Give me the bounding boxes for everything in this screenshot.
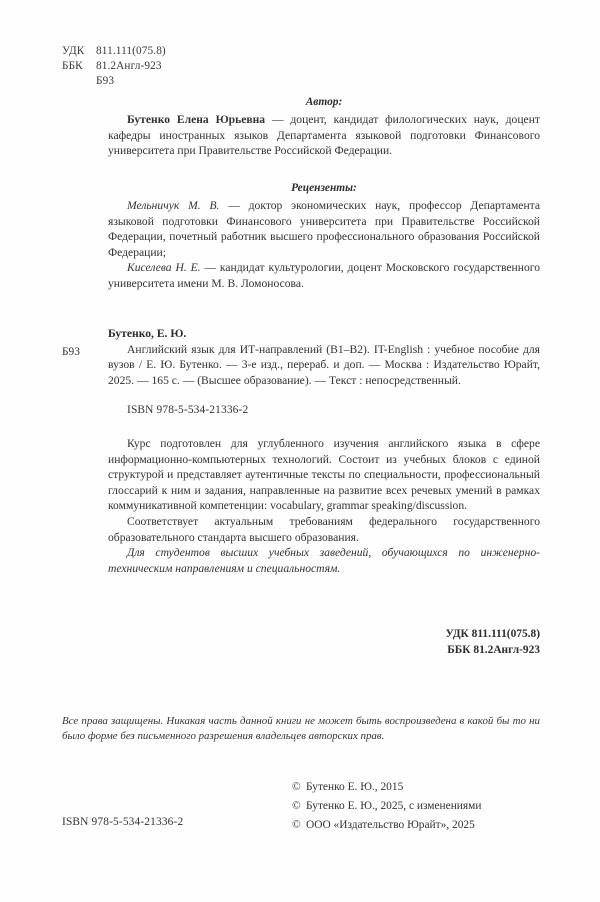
reviewers-section (108, 182, 540, 292)
bbk-label: ББК (62, 60, 83, 73)
reviewer-description: — доктор экономических наук, профессор Департамента языковой подготовки Финансового университета при Правительстве Российской Федерации, почетный работник высшего профессионального образования Российской Федерации; (108, 199, 541, 259)
annotation-paragraph: Курс подготовлен для углубленного изучения английского языка в сфере информационно-компьютерных технологий. Состоит из учебных блоков с единой структурой и представляет аутентичные тексты по специальности, профессиональный глоссарий к ним и задания, направленные на развитие всех речевых умений в рамках коммуникативной компетенции: vocabulary, grammar speaking/discussion. (108, 437, 540, 513)
record-citation: Английский язык для ИТ-направлений (B1–B2). IT-English : учебное пособие для вузов / Е. Ю. Бутенко. — 3-е изд., перераб. и доп. — Москва : Издательство Юрайт, 2025. — 165 с. — (Высшее образование). — Текст : непосредственный. (108, 342, 540, 387)
footer-isbn: ISBN 978-5-534-21336-2 (62, 816, 184, 828)
copyright-text: Бутенко Е. Ю., 2015 (306, 781, 404, 793)
copyright-icon: © (292, 800, 301, 812)
bbk-value: 81.2Англ-923 (96, 60, 162, 73)
reviewer-entry (108, 198, 540, 260)
copyright-line (292, 816, 481, 835)
author-name: Бутенко Елена Юрьевна (127, 113, 266, 126)
author-heading: Автор: (305, 96, 343, 108)
reviewer-name: Мельничук М. В. (127, 199, 220, 212)
copyright-icon: © (292, 781, 301, 793)
rights-notice: Все права защищены. Никакая часть данной книги не может быть воспроизведена в какой бы то ни было форме без письменного разрешения владельцев авторских прав. (62, 715, 540, 743)
footer-classification-codes (62, 627, 540, 658)
annotation-audience: Для студентов высших учебных заведений, обучающихся по инженерно-техническим направлениям и специальностям. (108, 546, 540, 575)
author-mark: Б93 (96, 75, 115, 88)
annotation-paragraph: Соответствует актуальным требованиям федерального государственного образовательного стандарта высшего образования. (108, 514, 540, 544)
author-entry (108, 112, 540, 159)
copyright-text: Бутенко Е. Ю., 2025, с изменениями (306, 800, 482, 812)
bbk-row (62, 59, 540, 74)
copyright-line (292, 778, 481, 797)
reviewer-description: — кандидат культурологии, доцент Московского государственного университета имени М. В. Ломоносова. (108, 261, 541, 290)
author-section (108, 96, 540, 159)
author-description: — доцент, кандидат филологических наук, доцент кафедры иностранных языков Департамента языковой подготовки Финансового университета при Правительстве Российской Федерации. (108, 113, 540, 158)
udk-label: УДК (62, 45, 85, 57)
classification-block (62, 44, 540, 90)
reviewer-name: Киселева Н. Е. (127, 261, 201, 275)
author-mark-row (62, 74, 540, 89)
record-isbn: ISBN 978-5-534-21336-2 (127, 404, 249, 417)
shelf-mark: Б93 (62, 346, 80, 358)
copyright-list (292, 778, 481, 835)
udk-row (62, 44, 540, 59)
reviewer-entry (108, 260, 540, 291)
reviewers-heading: Рецензенты: (291, 182, 357, 194)
annotation-section (108, 436, 540, 576)
footer-bbk: ББК 81.2Англ-923 (447, 643, 540, 656)
copyright-icon: © (292, 819, 301, 831)
bibliographic-record (108, 326, 540, 419)
copyright-line (292, 797, 481, 816)
record-author-heading: Бутенко, Е. Ю. (108, 327, 187, 340)
footer-udk: УДК 811.111(075.8) (445, 628, 540, 640)
udk-value: 811.111(075.8) (96, 45, 166, 57)
copyright-text: ООО «Издательство Юрайт», 2025 (306, 819, 475, 831)
